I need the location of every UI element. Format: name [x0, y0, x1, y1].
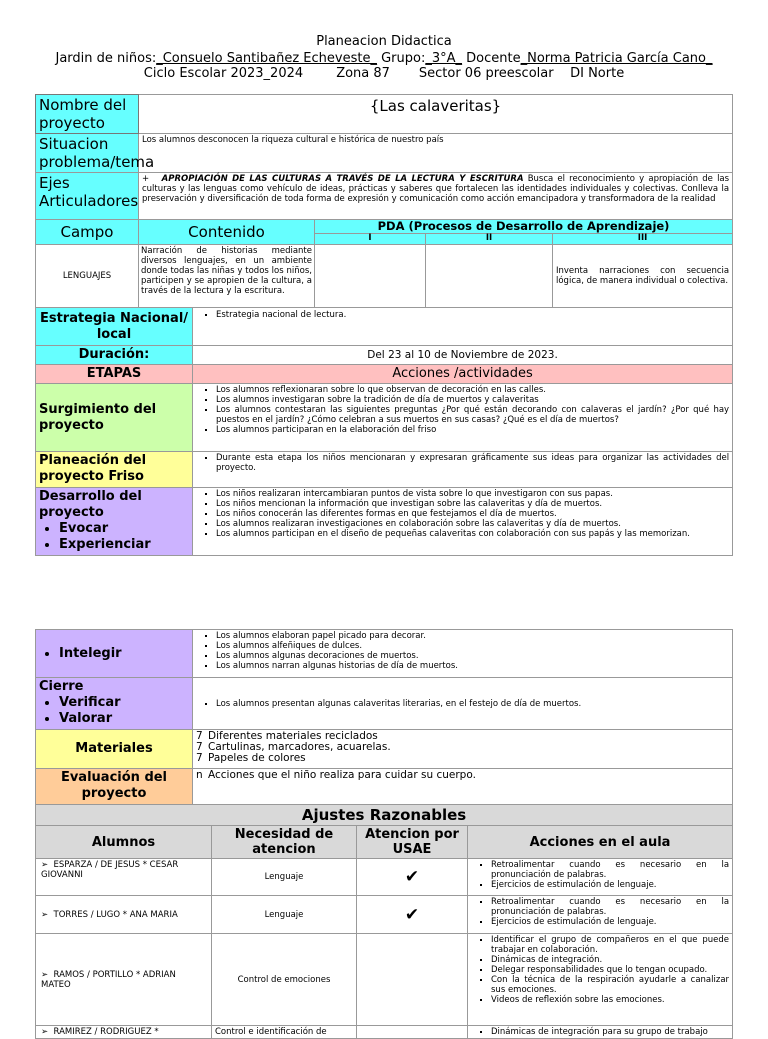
estrategia-item: ▪ Estrategia nacional de lectura.	[216, 310, 729, 320]
alumno-cell: ➢ RAMOS / PORTILLO * ADRIAN MATEO	[36, 934, 212, 1026]
desarrollo-item: ▪ Los alumnos realizaran investigaciones en colaboración sobre las calaveritas y día de muertos.	[216, 519, 729, 529]
nombre-label: Nombre del proyecto	[36, 95, 139, 134]
planning-table-continued	[35, 629, 733, 1039]
cierre-title: Cierre	[39, 679, 84, 694]
alumno-cell: ➢ ESPARZA / DE JESUS * CESAR GIOVANNI	[36, 859, 212, 896]
pda-i-value	[315, 245, 426, 308]
necesidad-cell: Lenguaje	[212, 896, 357, 934]
desarrollo-list	[193, 488, 733, 556]
materiales-marker: 7	[196, 741, 203, 753]
usae-check-icon: ✔	[357, 859, 468, 896]
acciones-header: Acciones /actividades	[193, 365, 733, 384]
necesidad-cell: Control de emociones	[212, 934, 357, 1026]
col-acciones: Acciones en el aula	[468, 826, 733, 859]
surgimiento-item: ▪ Los alumnos reflexionaran sobre lo que observan de decoración en las calles.	[216, 385, 729, 395]
usae-cell	[357, 934, 468, 1026]
ejes-title: APROPIACIÓN DE LAS CULTURAS A TRAVÉS DE LA LECTURA Y ESCRITURA	[161, 174, 524, 184]
cierre-sub: • Valorar	[59, 711, 189, 727]
pda-col-iii: III	[553, 234, 733, 245]
desarrollo-sub: • Evocar	[59, 521, 189, 537]
page-title: Planeacion Didactica	[316, 34, 452, 49]
ejes-value	[139, 173, 733, 220]
cierre-item: ▪ Los alumnos presentan algunas calaveritas literarias, en el festejo de día de muertos.	[216, 699, 729, 709]
desarrollo-item: ▪ Los niños conocerán las diferentes formas en que festejamos el día de muertos.	[216, 509, 729, 519]
duracion-value: Del 23 al 10 de Noviembre de 2023.	[193, 346, 733, 365]
evaluacion-marker: n	[196, 769, 203, 781]
intelegir-sub: • Intelegir	[59, 646, 189, 662]
usae-check-icon: ✔	[357, 896, 468, 934]
col-usae: Atencion por USAE	[357, 826, 468, 859]
intelegir-list	[193, 630, 733, 678]
pda-col-ii: II	[426, 234, 553, 245]
situacion-label: Situacion problema/tema	[36, 134, 139, 173]
ejes-bullet: +	[142, 174, 150, 184]
pda-header: PDA (Procesos de Desarrollo de Aprendizaje)	[315, 220, 733, 234]
planeacion-list	[193, 452, 733, 488]
planeacion-label: Planeación del proyecto Friso	[36, 452, 193, 488]
situacion-value: Los alumnos desconocen la riqueza cultural e histórica de nuestro país	[139, 134, 733, 173]
table-row	[36, 896, 733, 934]
arrow-icon: ➢	[41, 860, 49, 870]
alumno-cell: ➢ TORRES / LUGO * ANA MARIA	[36, 896, 212, 934]
arrow-icon: ➢	[41, 969, 49, 980]
materiales-marker: 7	[196, 730, 203, 742]
intelegir-item: ▪ Los alumnos alfeñiques de dulces.	[216, 641, 729, 651]
col-alumnos: Alumnos	[36, 826, 212, 859]
materiales-item: 7 Cartulinas, marcadores, acuarelas.	[196, 741, 391, 753]
intelegir-item: ▪ Los alumnos narran algunas historias de día de muertos.	[216, 661, 729, 671]
materiales-list	[193, 730, 733, 769]
campo-value: LENGUAJES	[36, 245, 139, 308]
intelegir-item: ▪ Los alumnos elaboran papel picado para decorar.	[216, 631, 729, 641]
necesidad-cell: Control e identificación de	[212, 1026, 357, 1039]
table-row	[36, 934, 733, 1026]
materiales-marker: 7	[196, 752, 203, 764]
alumno-cell: ➢ RAMIREZ / RODRIGUEZ *	[36, 1026, 212, 1039]
surgimiento-label: Surgimiento del proyecto	[36, 384, 193, 452]
planeacion-item: ▪ Durante esta etapa los niños mencionaran y expresaran gráficamente sus ideas para organizar las actividades del proyecto.	[216, 453, 729, 473]
ejes-label: Ejes Articuladores	[36, 173, 139, 220]
nombre-value: {Las calaveritas}	[139, 95, 733, 134]
cierre-list	[193, 678, 733, 730]
arrow-icon: ➢	[41, 1027, 49, 1037]
pda-iii-value: Inventa narraciones con secuencia lógica, de manera individual o colectiva.	[553, 245, 733, 308]
etapas-header: ETAPAS	[36, 365, 193, 384]
desarrollo-title: Desarrollo del proyecto	[39, 489, 142, 520]
desarrollo-item: ▪ Los niños realizaran intercambiaran puntos de vista sobre lo que investigaron con sus papas.	[216, 489, 729, 499]
acciones-cell: ▪ Identificar el grupo de compañeros en el que puede trabajar en colaboración. ▪ Dinámicas de integración. ▪ Delegar responsabilidades que lo tengan ocupado. ▪ Con la técnica de la respiración ayudarle a canalizar sus emociones. ▪ Videos de reflexión sobre las emociones.	[468, 934, 733, 1026]
evaluacion-label: Evaluación del proyecto	[36, 769, 193, 805]
cierre-label	[36, 678, 193, 730]
header-cycle-line: Ciclo Escolar 2023_2024 Zona 87 Sector 06 preescolar DI Norte	[143, 66, 625, 81]
pda-ii-value	[426, 245, 553, 308]
docente-value: _Norma Patricia García Cano_	[520, 51, 713, 66]
table-row	[36, 859, 733, 896]
intelegir-label	[36, 630, 193, 678]
materiales-label: Materiales	[36, 730, 193, 769]
contenido-value: Narración de historias mediante diversos lenguajes, en un ambiente donde todas las niñas y todos los niños, participen y se apropien de la cultura, a través de la lectura y la escritura.	[139, 245, 315, 308]
docente-label: Docente	[466, 51, 521, 66]
surgimiento-item: ▪ Los alumnos participaran en la elaboración del friso	[216, 425, 729, 435]
acciones-cell: ▪ Retroalimentar cuando es necesario en la pronunciación de palabras. ▪ Ejercicios de estimulación de lenguaje.	[468, 896, 733, 934]
estrategia-value	[193, 308, 733, 346]
materiales-item: 7 Diferentes materiales reciclados	[196, 730, 378, 742]
pda-col-i: I	[315, 234, 426, 245]
grupo-label: Grupo:	[381, 51, 426, 66]
usae-cell	[357, 1026, 468, 1039]
ajustes-header: Ajustes Razonables	[36, 805, 733, 826]
table-row	[36, 1026, 733, 1039]
desarrollo-sub: • Experienciar	[59, 537, 189, 553]
evaluacion-value	[193, 769, 733, 805]
cierre-sub: • Verificar	[59, 695, 189, 711]
evaluacion-text: Acciones que el niño realiza para cuidar su cuerpo.	[208, 769, 476, 781]
planning-table	[35, 94, 733, 556]
acciones-cell: ▪ Retroalimentar cuando es necesario en la pronunciación de palabras. ▪ Ejercicios de estimulación de lenguaje.	[468, 859, 733, 896]
necesidad-cell: Lenguaje	[212, 859, 357, 896]
arrow-icon: ➢	[41, 909, 49, 920]
intelegir-item: ▪ Los alumnos algunas decoraciones de muertos.	[216, 651, 729, 661]
acciones-cell: ▪ Dinámicas de integración para su grupo de trabajo	[468, 1026, 733, 1039]
col-necesidad: Necesidad de atencion	[212, 826, 357, 859]
grupo-value: _3°A_	[425, 51, 463, 66]
ejes-text: Busca el reconocimiento y apropiación de las culturas y las lenguas como vehículo de ideas, prácticas y saberes que fortalecen las identidades individuales y colectivas. Conlleva la preservación y diversificación de toda forma de expresión y comunicación como acción emancipadora y transformadora de la realidad	[142, 174, 730, 204]
materiales-item: 7 Papeles de colores	[196, 752, 306, 764]
contenido-header: Contenido	[139, 220, 315, 245]
desarrollo-item: ▪ Los niños mencionan la información que investigan sobre las calaveritas y día de muertos.	[216, 499, 729, 509]
desarrollo-item: ▪ Los alumnos participan en el diseño de pequeñas calaveritas con colaboración con sus papás y las memorizan.	[216, 529, 729, 539]
jardin-label: Jardin de niños:	[55, 51, 157, 66]
jardin-value: _Consuelo Santibañez Echeveste_	[156, 51, 377, 66]
surgimiento-list	[193, 384, 733, 452]
campo-header: Campo	[36, 220, 139, 245]
duracion-label: Duración:	[36, 346, 193, 365]
surgimiento-item: ▪ Los alumnos contestaran las siguientes preguntas ¿Por qué están decorando con calaveras el jardín? ¿Por qué hay puestos en el jardín? ¿Cómo celebran a sus muertos en sus casas? ¿Qué es el día de muertos?	[216, 405, 729, 425]
header-school-line	[0, 51, 768, 67]
surgimiento-item: ▪ Los alumnos investigaran sobre la tradición de día de muertos y calaveritas	[216, 395, 729, 405]
estrategia-label: Estrategia Nacional/ local	[36, 308, 193, 346]
desarrollo-label	[36, 488, 193, 556]
